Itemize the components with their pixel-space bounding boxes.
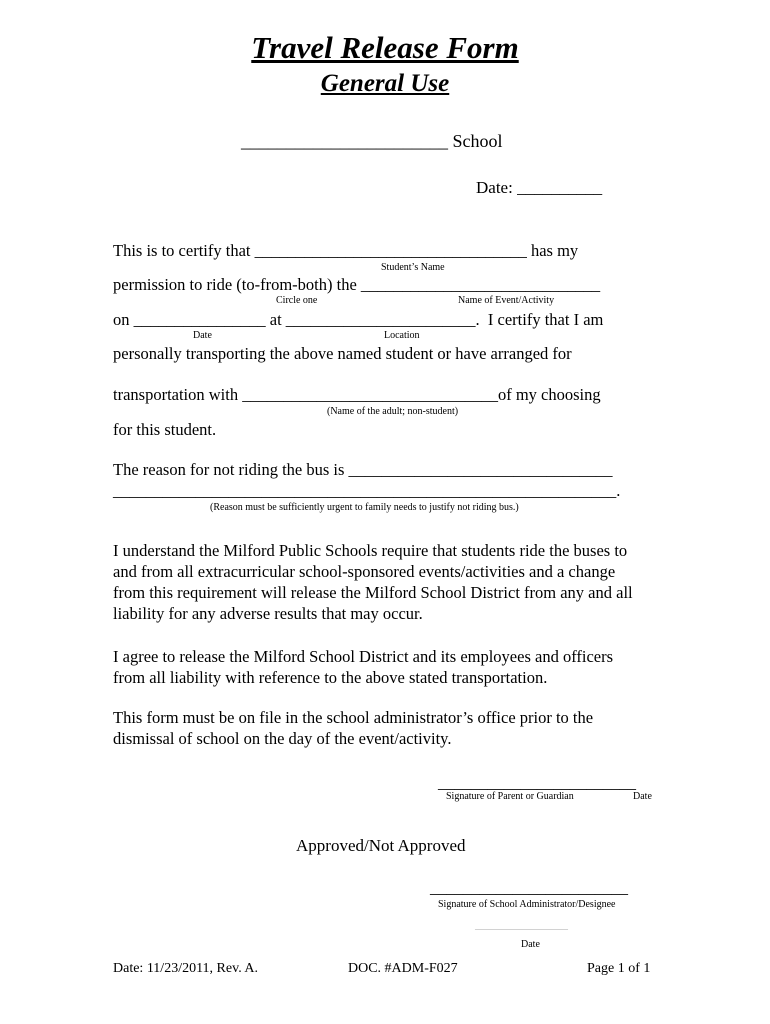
certify-line-5[interactable]: transportation with _______________________________of my choosing <box>113 385 601 404</box>
school-field[interactable]: _______________________ School <box>241 131 503 151</box>
date-label: Date <box>193 330 212 341</box>
release-paragraph: I agree to release the Milford School District and its employees and officers from all liability with reference to the above stated transportation. <box>113 647 614 687</box>
parent-signature-line[interactable]: ________________________ <box>438 773 636 792</box>
certify-line-3[interactable]: on ________________ at _______________________. I certify that I am <box>113 310 604 329</box>
date-field[interactable]: Date: __________ <box>476 178 603 197</box>
location-label: Location <box>384 330 420 341</box>
footer-page-number: Page 1 of 1 <box>587 961 651 976</box>
event-name-label: Name of Event/Activity <box>458 295 555 306</box>
admin-date-label: Date <box>521 939 540 950</box>
admin-date-line[interactable]: _______________________________ <box>475 925 568 931</box>
form-subtitle: General Use <box>320 70 450 97</box>
reason-line-1[interactable]: The reason for not riding the bus is ________________________________ <box>113 460 613 479</box>
parent-signature-label: Signature of Parent or Guardian <box>446 791 574 802</box>
footer-date: Date: 11/23/2011, Rev. A. <box>113 961 259 976</box>
students-name-label: Student’s Name <box>381 262 445 273</box>
circle-one-label: Circle one <box>276 295 318 306</box>
certify-line-4: personally transporting the above named student or have arranged for <box>113 344 572 363</box>
certify-line-1[interactable]: This is to certify that _________________________________ has my <box>113 241 579 260</box>
approval-status[interactable]: Approved/Not Approved <box>296 836 466 855</box>
filing-paragraph: This form must be on file in the school administrator’s office prior to the dismissal of school on the day of the event/activity. <box>113 708 594 748</box>
certify-line-2[interactable]: permission to ride (to-from-both) the _____________________________ <box>113 275 601 294</box>
footer-doc-number: DOC. #ADM-F027 <box>348 961 458 976</box>
reason-line-2[interactable]: _____________________________________________________________. <box>113 481 621 500</box>
liability-paragraph: I understand the Milford Public Schools require that students ride the buses to and from all extracurricular school-sponsored events/activities and a change from this requirement will release the Milford School District from any and all liability for any adverse results that may occur. <box>113 541 633 623</box>
form-title: Travel Release Form <box>251 30 519 65</box>
parent-date-label: Date <box>633 791 652 802</box>
reason-note: (Reason must be sufficiently urgent to family needs to justify not riding bus.) <box>210 502 519 513</box>
certify-line-6: for this student. <box>113 420 217 439</box>
adult-name-label: (Name of the adult; non-student) <box>327 406 459 417</box>
admin-signature-line[interactable]: ________________________ <box>430 878 628 897</box>
admin-signature-label: Signature of School Administrator/Designee <box>438 899 616 910</box>
